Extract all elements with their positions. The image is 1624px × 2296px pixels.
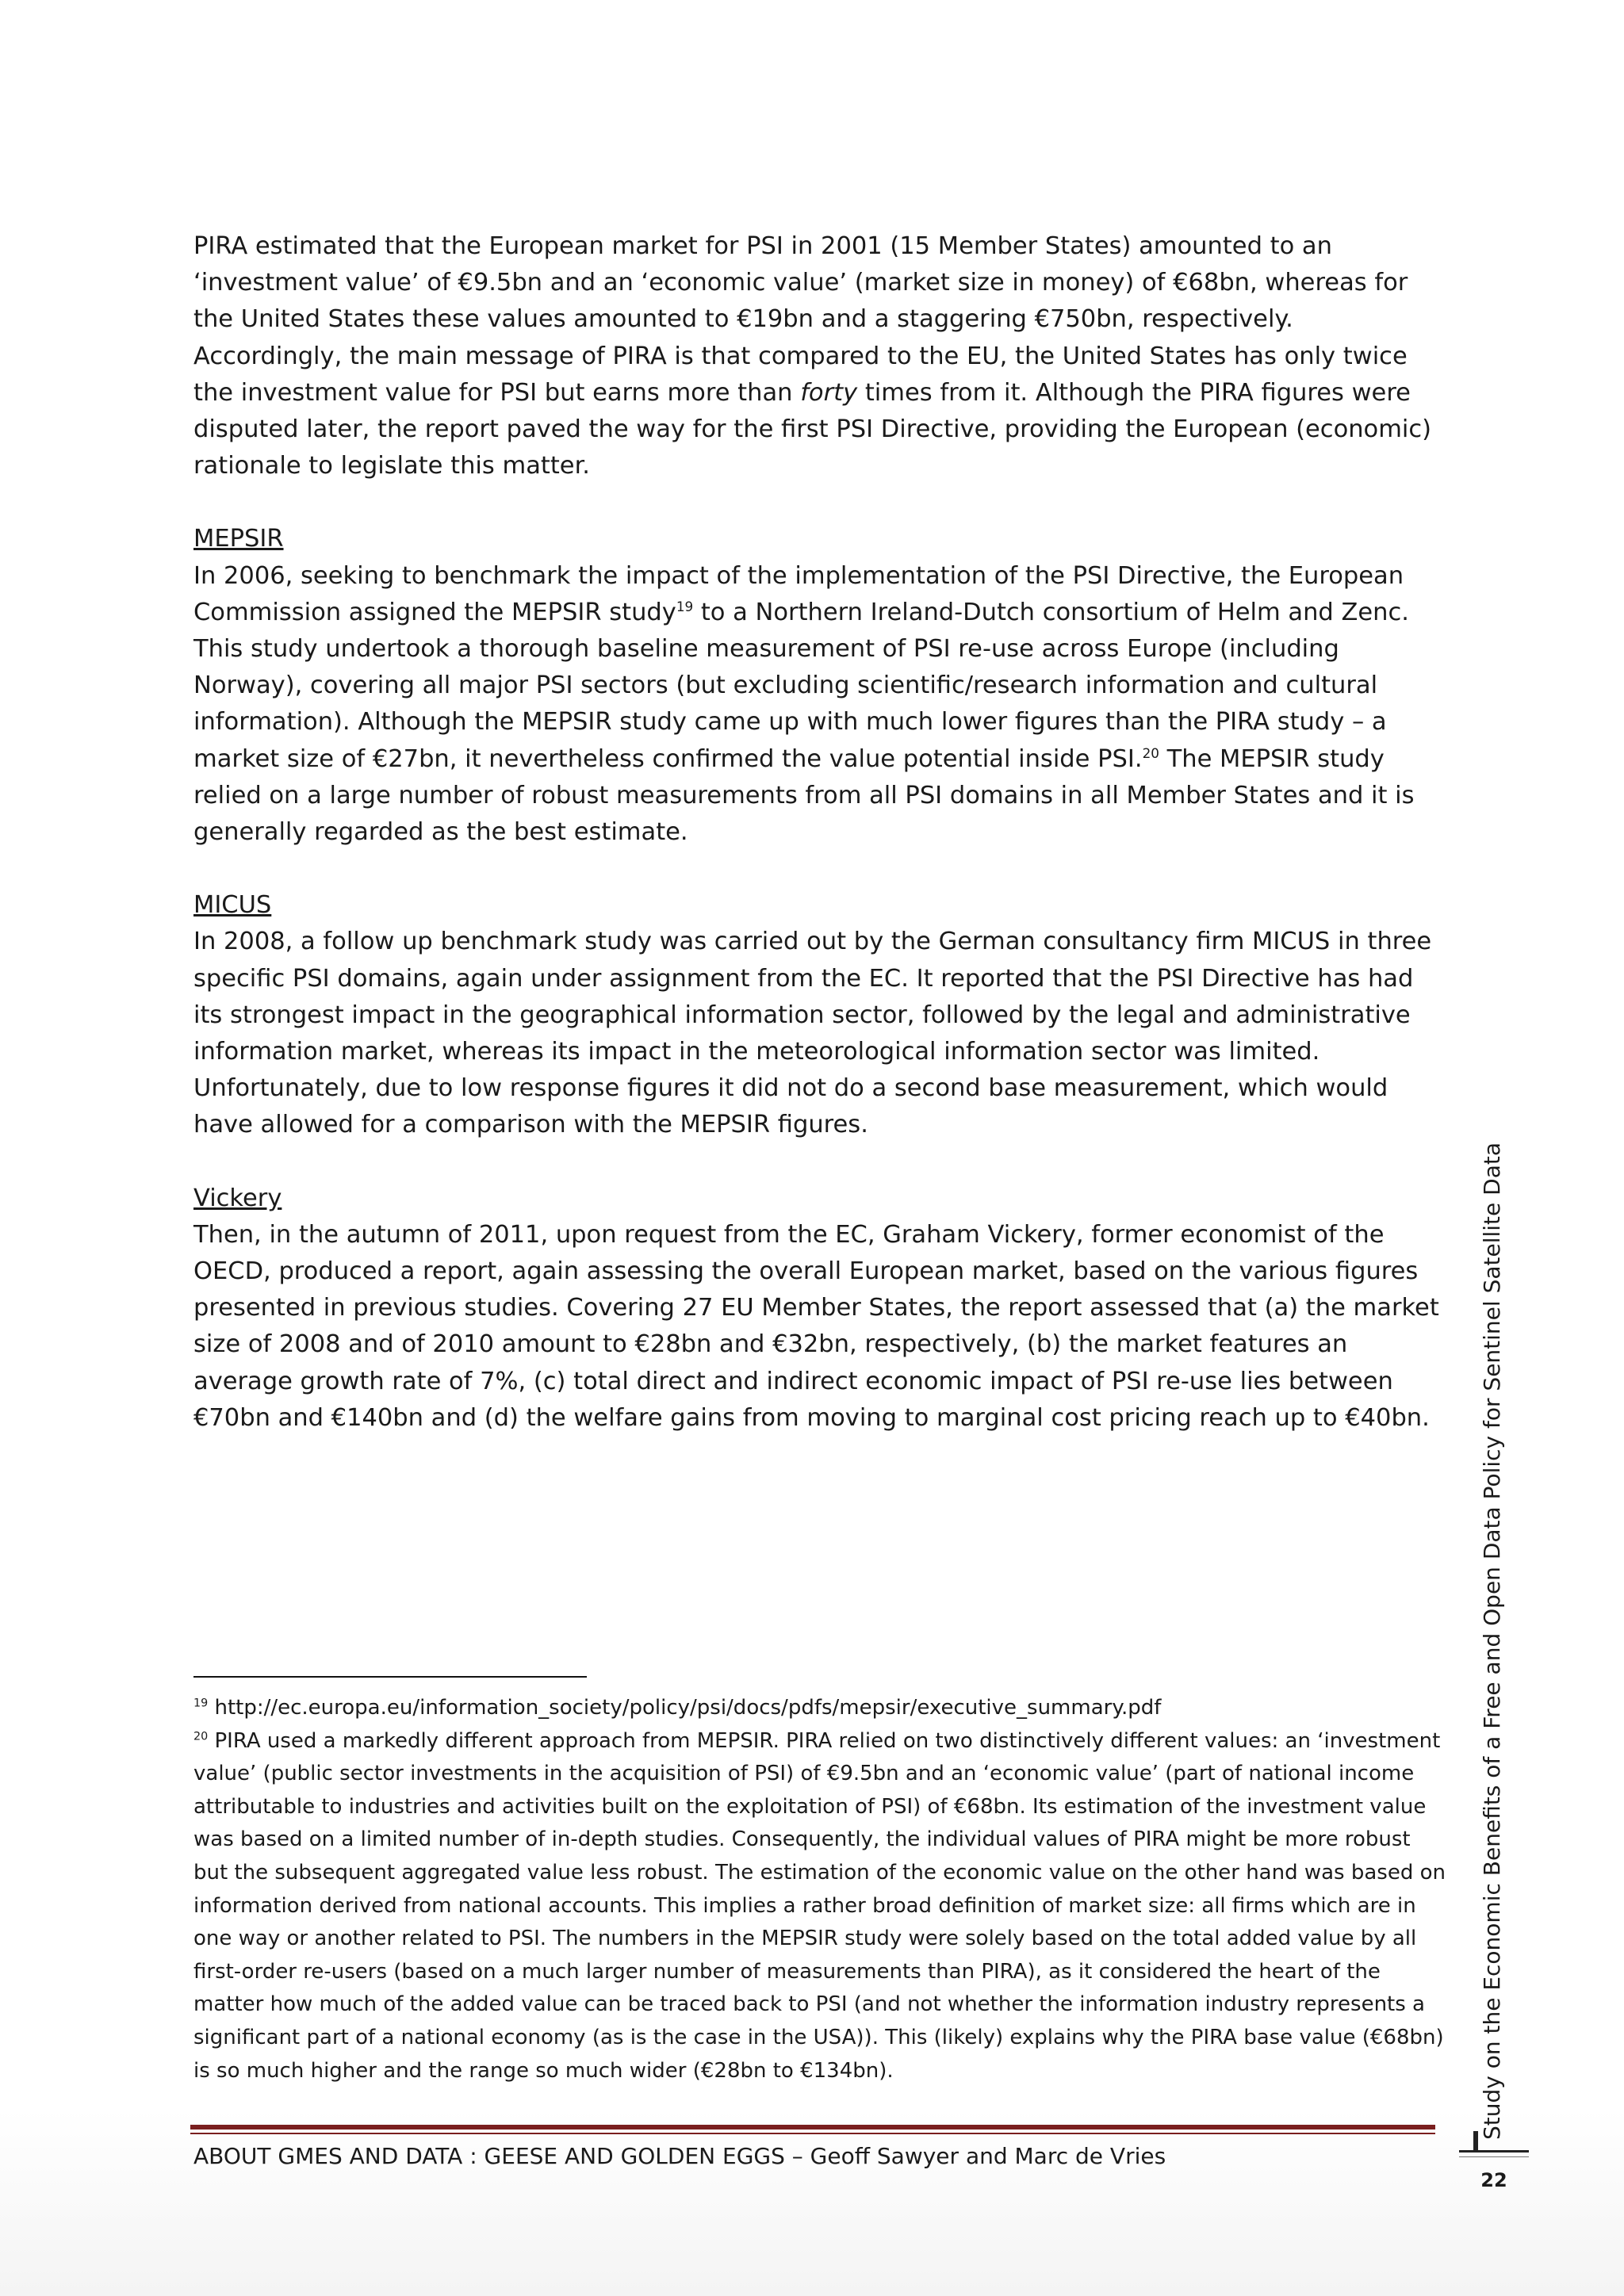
heading-mepsir: MEPSIR bbox=[193, 525, 284, 553]
paragraph-micus: In 2008, a follow up benchmark study was carried out by the German consultancy firm MICUS in three specific PSI domains, again under assignment from the EC. It reported that the PSI Directive has had its strongest impact in the geographical information sector, followed by the legal and administrative information market, whereas its impact in the meteorological information sector was limited. Unfortunately, due to low response figures it did not do a second base measurement, which would have allowed for a comparison with the MEPSIR figures. bbox=[193, 928, 1432, 1139]
page-number-rule bbox=[1459, 2150, 1529, 2152]
side-marker bbox=[1473, 2131, 1478, 2150]
page-number-rule-thin bbox=[1459, 2156, 1529, 2157]
footnote-20: $^{20}$ PIRA used a markedly different approach from MEPSIR. PIRA relied on two distinctively different values: an ‘investment value’ (public sector investments in the acquisition of PSI) of €9.5bn and an ‘economic value’ (part of national income attributable to industries and activities built on the exploitation of PSI) of €68bn. Its estimation of the investment value was based on a limited number of in-depth studies. Consequently, the individual values of PIRA might be more robust but the subsequent aggregated value less robust. The estimation of the economic value on the other hand was based on information derived from national accounts. This implies a rather broad definition of market size: all firms which are in one way or another related to PSI. The numbers in the MEPSIR study were solely based on the total added value by all first-order re-users (based on a much larger number of measurements than PIRA), as it considered the heart of the matter how much of the added value can be traced back to PSI (and not whether the information industry represents a significant part of a national economy (as is the case in the USA)). This (likely) explains why the PIRA base value (€68bn) is so much higher and the range so much wider (€28bn to €134bn). bbox=[193, 1728, 1446, 2083]
emphasis-forty: forty bbox=[800, 378, 858, 407]
page-bottom-shade bbox=[0, 2109, 1624, 2296]
page-number: 22 bbox=[1480, 2169, 1507, 2191]
footnote-ref-20: 20 bbox=[1142, 744, 1159, 761]
side-title-container bbox=[1462, 1142, 1522, 2141]
footnote-19: $^{19}$ http://ec.europa.eu/information_society/policy/psi/docs/pdfs/mepsir/executive_summary.pdf bbox=[193, 1696, 1162, 1720]
paragraph-mepsir: In 2006, seeking to benchmark the impact of the implementation of the PSI Directive, the European Commission assigned the MEPSIR study$^{19}$ to a Northern Ireland-Dutch consortium of Helm and Zenc. This study undertook a thorough baseline measurement of PSI re-use across Europe (including Norway), covering all major PSI sectors (but excluding scientific/research information and cultural information). Although the MEPSIR study came up with much lower figures than the PIRA study – a market size of €27bn, it nevertheless confirmed the value potential inside PSI.$^{20}$ The MEPSIR study relied on a large number of robust measurements from all PSI domains in all Member States and it is generally regarded as the best estimate. bbox=[193, 561, 1415, 847]
footer-rule-thick bbox=[190, 2125, 1435, 2130]
footer-rule-thin bbox=[190, 2133, 1435, 2134]
paragraph-vickery: Then, in the autumn of 2011, upon request from the EC, Graham Vickery, former economist of the OECD, produced a report, again assessing the overall European market, based on the various figures presented in previous studies. Covering 27 EU Member States, the report assessed that (a) the market size of 2008 and of 2010 amount to €28bn and €32bn, respectively, (b) the market features an average growth rate of 7%, (c) total direct and indirect economic impact of PSI re-use lies between €70bn and €140bn and (d) the welfare gains from moving to marginal cost pricing reach up to €40bn. bbox=[193, 1220, 1439, 1432]
footnote-separator bbox=[193, 1676, 587, 1678]
heading-micus: MICUS bbox=[193, 891, 272, 920]
heading-vickery: Vickery bbox=[193, 1184, 282, 1212]
body-text bbox=[193, 228, 1446, 1437]
side-title: Study on the Economic Benefits of a Free and Open Data Policy for Sentinel Satellite Data bbox=[1479, 1142, 1505, 2141]
footer-text: ABOUT GMES AND DATA : GEESE AND GOLDEN EGGS – Geoff Sawyer and Marc de Vries bbox=[193, 2143, 1166, 2169]
paragraph-pira: PIRA estimated that the European market for PSI in 2001 (15 Member States) amounted to an ‘investment value’ of €9.5bn and an ‘economic value’ (market size in money) of €68bn, whereas for the United States these values amounted to €19bn and a staggering €750bn, respectively. Accordingly, the main message of PIRA is that compared to the EU, the United States has only twice the investment value for PSI but earns more than forty times from it. Although the PIRA figures were disputed later, the report paved the way for the first PSI Directive, providing the European (economic) rationale to legislate this matter. bbox=[193, 232, 1432, 480]
footnotes bbox=[193, 1692, 1446, 2087]
footnote-ref-19: 19 bbox=[676, 598, 694, 614]
